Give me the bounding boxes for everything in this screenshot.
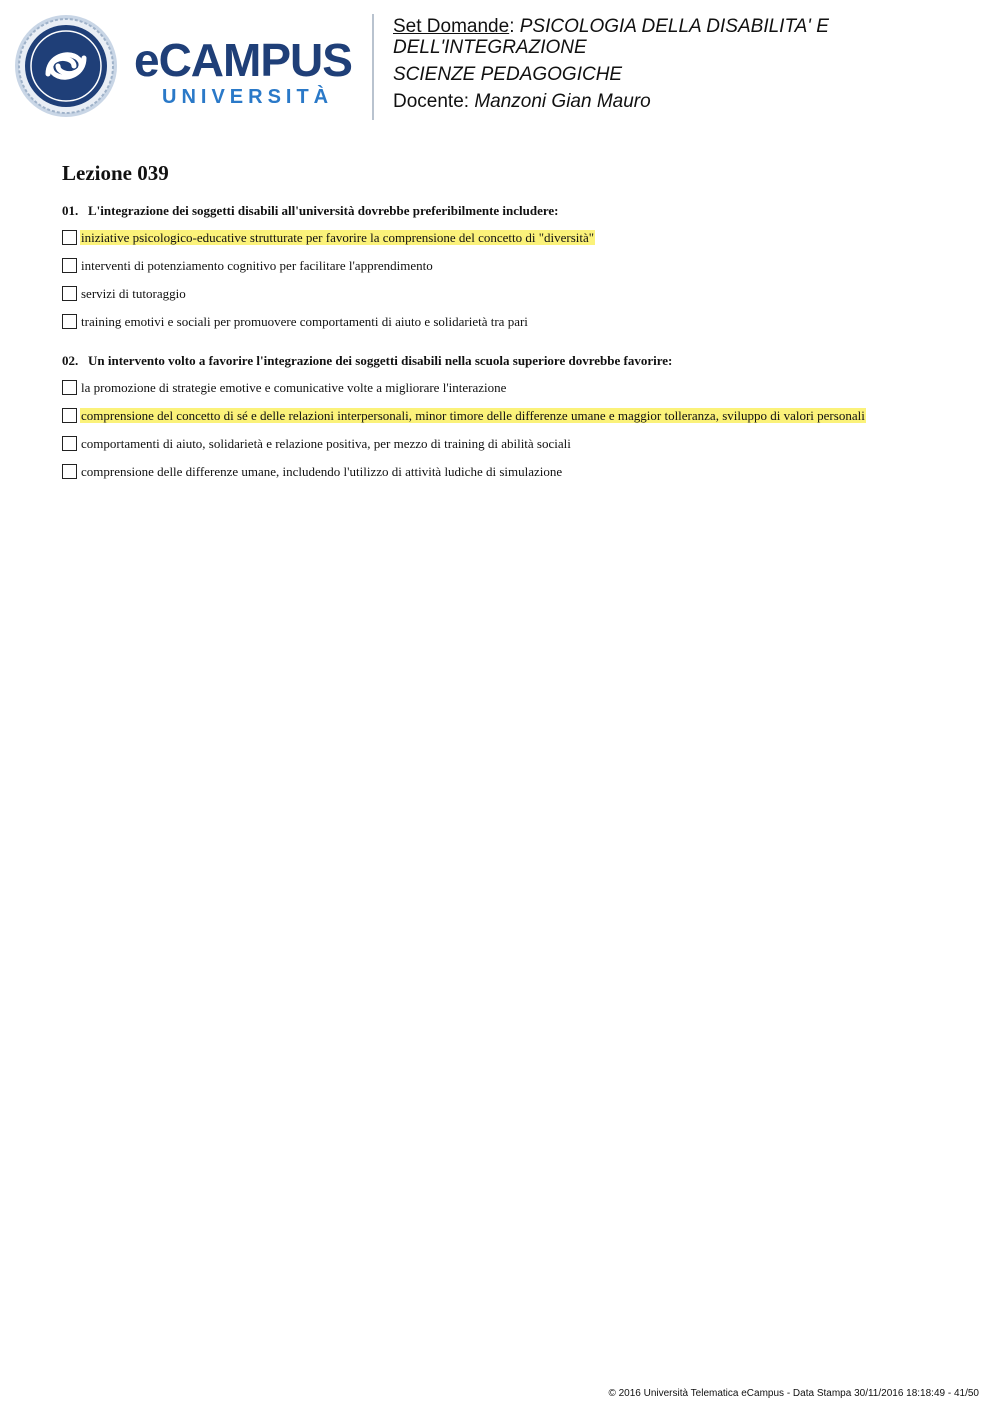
question-prompt: L'integrazione dei soggetti disabili all'università dovrebbe preferibilmente includere: (88, 203, 559, 218)
answer-checkbox[interactable] (62, 380, 77, 395)
question-text (62, 353, 962, 373)
set-separator: : (509, 16, 515, 37)
answer-option[interactable] (62, 251, 962, 279)
page-header (0, 0, 1000, 130)
program-name: SCIENZE PEDAGOGICHE (393, 64, 623, 85)
answer-option[interactable] (62, 429, 962, 457)
ecampus-seal-logo-icon (14, 14, 118, 118)
ecampus-wordmark: eCAMPUS (134, 34, 352, 86)
docente-line (393, 91, 983, 112)
answer-text-highlighted: comprensione del concetto di sé e delle relazioni interpersonali, minor timore delle differenze umane e maggior tolleranza, sviluppo di valori personali (81, 407, 865, 423)
question-text (62, 203, 962, 223)
answer-text: interventi di potenziamento cognitivo per facilitare l'apprendimento (81, 257, 433, 273)
course-name-line1: PSICOLOGIA DELLA DISABILITA' E (519, 16, 829, 37)
header-divider (372, 14, 374, 120)
header-info (393, 16, 983, 118)
answer-option[interactable] (62, 373, 962, 401)
answer-option[interactable] (62, 401, 962, 429)
set-domande-label: Set Domande (393, 16, 510, 37)
question-01 (62, 203, 962, 335)
page-footer: © 2016 Università Telematica eCampus - Data Stampa 30/11/2016 18:18:49 - 41/50 (608, 1388, 979, 1399)
answer-text: comportamenti di aiuto, solidarietà e relazione positiva, per mezzo di training di abilità sociali (81, 435, 571, 451)
answer-text-highlighted: iniziative psicologico-educative strutturate per favorire la comprensione del concetto di "diversità" (81, 229, 595, 245)
lesson-title: Lezione 039 (62, 161, 169, 185)
course-name-line2: DELL'INTEGRAZIONE (393, 37, 587, 58)
answer-text: training emotivi e sociali per promuovere comportamenti di aiuto e solidarietà tra pari (81, 313, 528, 329)
answer-checkbox[interactable] (62, 314, 77, 329)
question-prompt: Un intervento volto a favorire l'integrazione dei soggetti disabili nella scuola superiore dovrebbe favorire: (88, 353, 673, 368)
answer-option[interactable] (62, 307, 962, 335)
answer-checkbox[interactable] (62, 436, 77, 451)
docente-name: Manzoni Gian Mauro (474, 91, 651, 112)
answer-checkbox[interactable] (62, 464, 77, 479)
answer-checkbox[interactable] (62, 286, 77, 301)
answer-text: la promozione di strategie emotive e comunicative volte a migliorare l'interazione (81, 379, 507, 395)
answer-checkbox[interactable] (62, 408, 77, 423)
ecampus-wordmark-sub: UNIVERSITÀ (162, 86, 334, 108)
answer-checkbox[interactable] (62, 230, 77, 245)
question-number: 01. (62, 203, 79, 218)
answer-option[interactable] (62, 457, 962, 485)
question-02 (62, 353, 962, 485)
answer-checkbox[interactable] (62, 258, 77, 273)
answer-text: servizi di tutoraggio (81, 285, 186, 301)
docente-label: Docente: (393, 91, 470, 112)
answer-option[interactable] (62, 223, 962, 251)
answer-option[interactable] (62, 279, 962, 307)
answer-text: comprensione delle differenze umane, includendo l'utilizzo di attività ludiche di simulazione (81, 463, 563, 479)
question-number: 02. (62, 353, 79, 368)
course-title (393, 16, 983, 58)
